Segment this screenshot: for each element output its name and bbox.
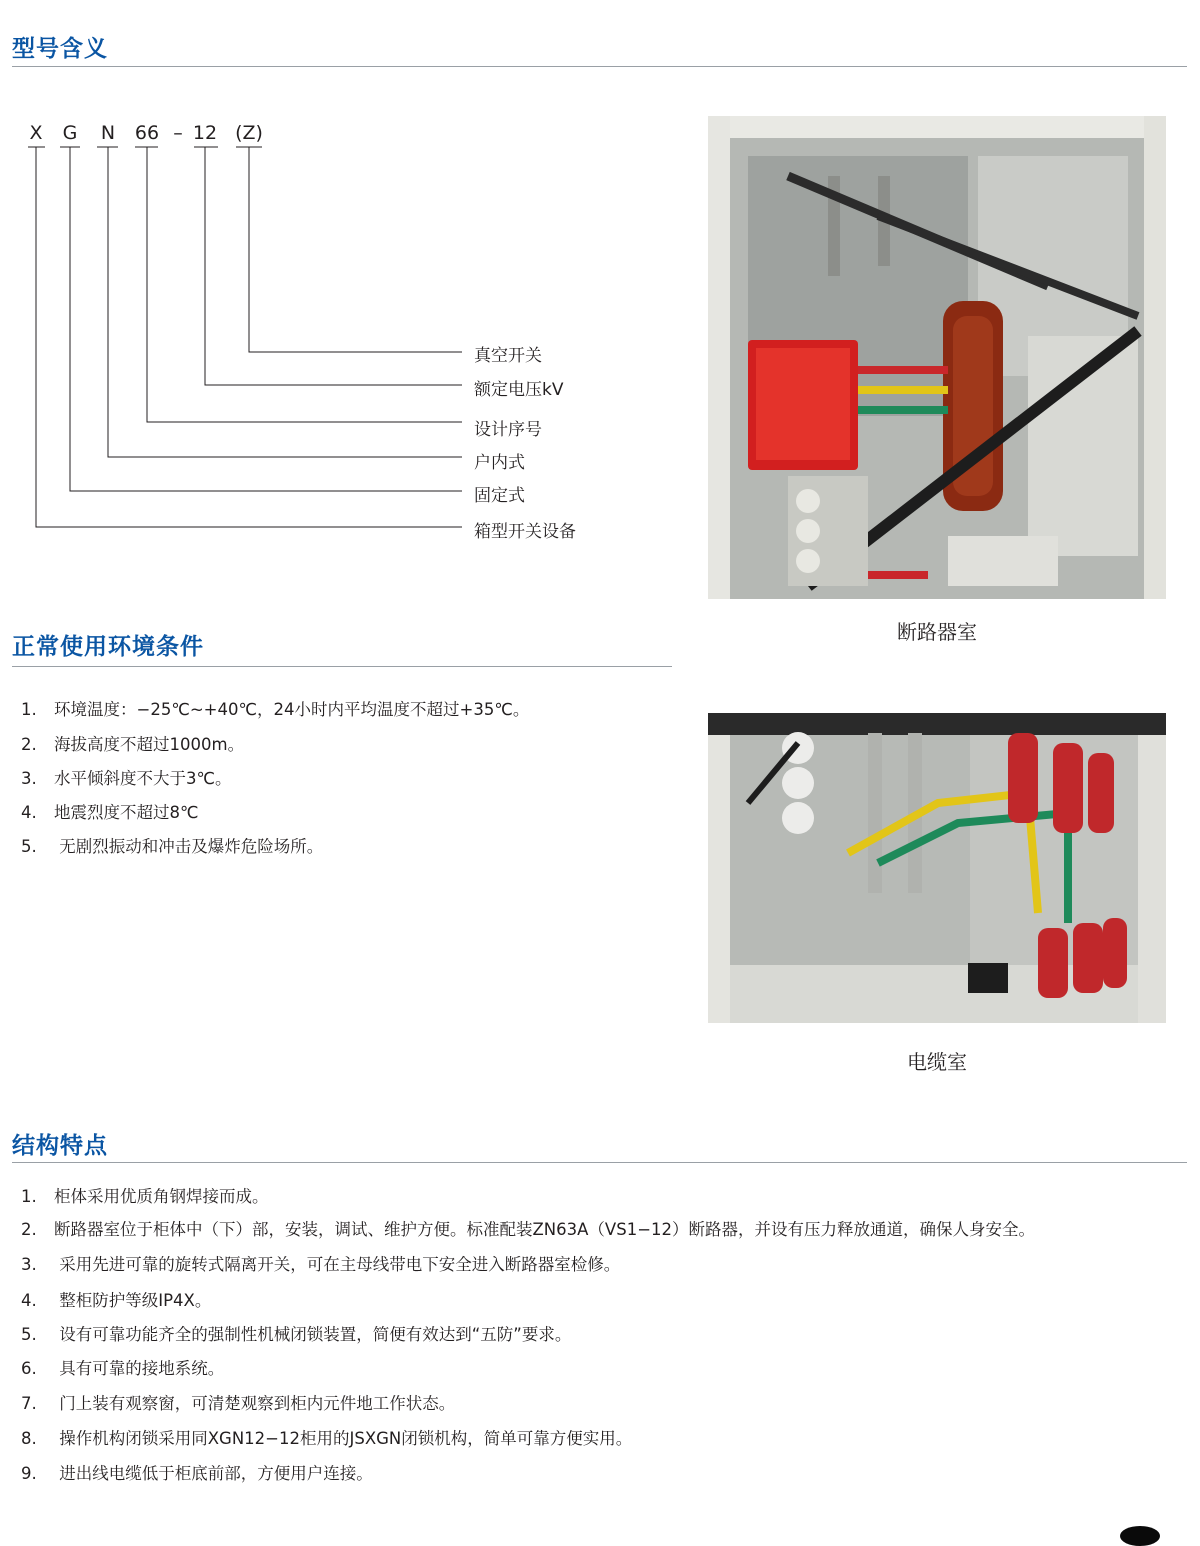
- item-text: 具有可靠的接地系统。: [54, 1359, 225, 1378]
- item-number: 4.: [21, 803, 37, 822]
- item-text: 海拔高度不超过1000m。: [54, 735, 245, 754]
- meaning-rated-voltage: 额定电压kV: [474, 380, 564, 400]
- item-number: 8.: [21, 1429, 37, 1448]
- meaning-vacuum-switch: 真空开关: [474, 346, 542, 366]
- breaker-room-photo: [708, 116, 1166, 599]
- cable-room-photo: [708, 713, 1166, 1023]
- breaker-room-caption: 断路器室: [897, 620, 977, 644]
- structure-item: [12, 1251, 620, 1275]
- item-text: 环境温度：−25℃~+40℃，24小时内平均温度不超过+35℃。: [54, 700, 530, 719]
- section-rule-structure: [12, 1162, 1187, 1163]
- environment-item: [12, 696, 529, 720]
- page-corner-mark: [1120, 1526, 1160, 1546]
- code-letter-n: N: [100, 122, 116, 144]
- code-letter-dash: –: [173, 122, 183, 144]
- item-number: 5.: [21, 837, 37, 856]
- item-text: 进出线电缆低于柜底前部，方便用户连接。: [54, 1464, 373, 1483]
- item-number: 1.: [21, 700, 37, 719]
- code-letter-z: (Z): [235, 122, 263, 144]
- item-number: 7.: [21, 1394, 37, 1413]
- structure-item: [12, 1425, 632, 1449]
- structure-item: [12, 1216, 1035, 1240]
- item-text: 断路器室位于柜体中（下）部，安装，调试、维护方便。标准配装ZN63A（VS1−12）断路器，并设有压力释放通道，确保人身安全。: [54, 1220, 1036, 1239]
- item-text: 柜体采用优质角钢焊接而成。: [54, 1187, 269, 1206]
- section-title-structure: 结构特点: [12, 1133, 108, 1159]
- item-number: 3.: [21, 769, 37, 788]
- item-text: 设有可靠功能齐全的强制性机械闭锁装置，简便有效达到“五防”要求。: [54, 1325, 572, 1344]
- environment-item: [12, 799, 199, 823]
- section-rule-environment: [12, 666, 672, 667]
- environment-item: [12, 731, 244, 755]
- environment-item: [12, 833, 323, 857]
- item-text: 水平倾斜度不大于3℃。: [54, 769, 232, 788]
- item-text: 操作机构闭锁采用同XGN12−12柜用的JSXGN闭锁机构，简单可靠方便实用。: [54, 1429, 633, 1448]
- structure-item: [12, 1390, 455, 1414]
- item-number: 3.: [21, 1255, 37, 1274]
- item-number: 2.: [21, 1220, 37, 1239]
- environment-item: [12, 765, 232, 789]
- code-letter-x: X: [29, 122, 43, 144]
- item-number: 2.: [21, 735, 37, 754]
- item-number: 6.: [21, 1359, 37, 1378]
- meaning-fixed: 固定式: [474, 486, 525, 506]
- code-letter-series: 66: [134, 122, 160, 144]
- meaning-design-number: 设计序号: [474, 420, 542, 440]
- code-letter-g: G: [62, 122, 78, 144]
- cable-room-caption: 电缆室: [907, 1050, 967, 1074]
- item-number: 4.: [21, 1291, 37, 1310]
- section-title-environment: 正常使用环境条件: [12, 634, 204, 660]
- item-number: 5.: [21, 1325, 37, 1344]
- item-text: 整柜防护等级IP4X。: [54, 1291, 212, 1310]
- structure-item: [12, 1287, 211, 1311]
- code-letter-voltage: 12: [192, 122, 218, 144]
- section-rule-model: [12, 66, 1187, 67]
- structure-item: [12, 1460, 373, 1484]
- model-leader-lines: [0, 0, 700, 560]
- item-text: 地震烈度不超过8℃: [54, 803, 199, 822]
- item-number: 9.: [21, 1464, 37, 1483]
- meaning-indoor: 户内式: [474, 453, 525, 473]
- structure-item: [12, 1355, 224, 1379]
- item-text: 门上装有观察窗，可清楚观察到柜内元件地工作状态。: [54, 1394, 456, 1413]
- meaning-box-switchgear: 箱型开关设备: [474, 522, 576, 542]
- section-title-model: 型号含义: [12, 36, 108, 62]
- item-text: 采用先进可靠的旋转式隔离开关，可在主母线带电下安全进入断路器室检修。: [54, 1255, 621, 1274]
- item-number: 1.: [21, 1187, 37, 1206]
- item-text: 无剧烈振动和冲击及爆炸危险场所。: [54, 837, 324, 856]
- structure-item: [12, 1183, 269, 1207]
- structure-item: [12, 1321, 571, 1345]
